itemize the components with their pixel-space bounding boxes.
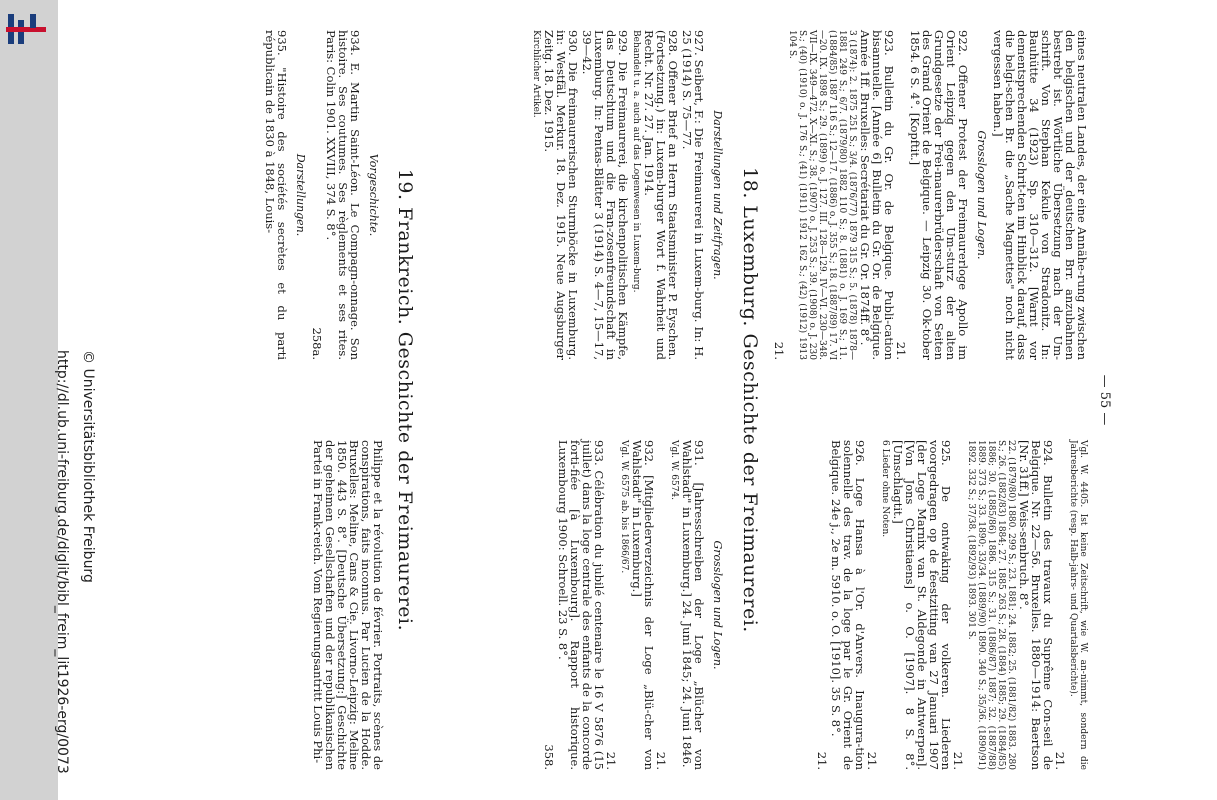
entry-924: 924. Bulletin des travaux du Suprême Con-seil de Belgique. Nr. 22—56. Bruxelles. 1880—1914: Baertson [Nr. 31ff.] Weis-senbruch. 8°. xyxy=(1017,440,1055,770)
section-heading-frankreich: 19. Frankreich. Geschichte der Freimaurerei. xyxy=(394,168,416,632)
entry-923-detail: 3 (1874): 2. 1875 251 S.; 3/4. (1876/77) 1879 315 S.; 5. (1878) 1878—1881 249 S.; 6/7. (1879/80) 1882 110 S.; 8. (1881) o. J. 169 S.; 11. (1884/85) 1887 116 S.; 12—17. (1886) o. J. 355 S.; 18. (1887/89) 17. VI—20. IX. 1898 S.; 29. (1899) o. J. 127. III. 128—129. IV—VI. 230—348. VII—IX. 349—472. X—XI. S.; 38. (1907) o. J. 253 S.; 39. (1908) o. J. 230 S.; (40) (1910) o. J. 176 S.; (41) (1911) 1912 162 S.; (42) (1912) 1913 104 S. xyxy=(787,30,857,360)
entry-number: 21. xyxy=(815,751,829,770)
entry-930-detail: Kirchlicher Artikel. xyxy=(531,30,541,118)
entry-932: 932. [Mitgliederverzeichnis der Loge „Blü-cher von Wahlstadt" in Luxemburg.] xyxy=(630,440,656,770)
entry-932-detail: Vgl. W. 6575 ab. bis 1866/67. xyxy=(619,440,629,574)
document-viewport[interactable] xyxy=(58,0,1217,800)
entry-931: 931. [Jahresschreiben der Loge „Blücher von Wahlstadt" in Luxemburg.] 24. Juni 1845; 24. Juni 1846. xyxy=(680,440,706,770)
copyright-notice: © Universitätsbibliothek Freiburg xyxy=(80,350,96,583)
entry-number: 21. xyxy=(772,341,786,360)
right-column xyxy=(816,440,1088,770)
section-subheading: Darstellungen. xyxy=(294,153,307,237)
luxemburg-left-column xyxy=(529,30,728,360)
entry-930: 930. Die freimaurerischen Sturmböcke in Luxemburg. in: Westfäl. Merkur. 18. Dez. 1915. Neue Augsburger Zeitg. 18. Dez. 1915. xyxy=(542,30,580,360)
entry-923: 923. Bulletin du Gr. Or. de Belgique. Publi-cation bisannuelle. [Année 6] Bulletin du Gr. Or. de Belgique. Année 1ff. Bruxelles: Secrétariat du Gr. Or. 1874ff. 8°. xyxy=(858,30,896,360)
luxemburg-right-column xyxy=(543,440,728,770)
entry-text: eines neutralen Landes, der eine Annähe-rung zwischen den belgischen und der deutschen Brr. anzubahnen bestrebt ist. Wörtliche Übersetzung nach der Um-schrift. Von Stephan Kekule von Stradonitz. In: Bauhütte 34 (1923) Sp. 310—312. [Warnt vor dementsprechenden Schrit-ten im Hinblick darauf, dass die belgi-schen Br. die „Sache Magnettes" noch nicht vergessen haben.] xyxy=(991,30,1089,360)
entry-number: 21. xyxy=(604,751,618,770)
entry-935: 935. "Histoire des sociétés secrètes et du parti républicain de 1830 à 1848, Louis- xyxy=(263,30,289,360)
entry-number: 21. xyxy=(1053,751,1067,770)
section-subheading: Darstellungen und Zeitfragen. xyxy=(711,110,724,280)
entry-935-continued: Philippe et la révolution de février. Portraits, scènes de conspirations, faits inconnus. Par Lucien de la Hodde. Bruxelles: Meline, Cans & Cie. Livorno-Leipzig: Meline 1850. 443 S. 8°. [Deutsche Übersetzung:] Geschichte der geheimen Gesellschaften und der republikanischen Partei in Frank-reich. Vom Regierungsantritt Louis Phi- xyxy=(311,440,385,770)
entry-934: 934. E. Martin Saint-Léon. Le Compagn-onnage. Son histoire. Ses coutumes. Ses règlements et ses rites. Paris: Colin 1901. XXVIII, 374 S. 8°. xyxy=(324,30,362,360)
frankreich-left-column xyxy=(262,30,384,360)
entry-note: Vgl. W. 4405. Ist keine Zeitschrift, wie W. an-nimmt, sondern die Jahresberichte (resp. Halb-jahrs- und Quartalsberichte). xyxy=(1068,440,1088,770)
entry-number: 21. xyxy=(865,751,879,770)
sidebar-vertical-text xyxy=(0,0,96,800)
entry-922: 922. Offener Protest der Freimaurerloge Apollo im Orient Leipzig gegen den Um-sturz der alten Grundgesetze der Frei-maurerbrüderschaft von Seiten des Grand Orient de Belgique. — Leipzig 30. Ok-tober 1854. 6 S. 4°. [Kopftit.] xyxy=(908,30,970,360)
document-url[interactable]: http://dl.ub.uni-freiburg.de/diglit/bibl_freim_lit1926-erg/0073 xyxy=(54,350,70,774)
section-subheading: Grosslogen und Logen. xyxy=(975,130,988,260)
entry-925-detail: 6 Lieder ohne Noten. xyxy=(880,440,890,538)
section-subheading: Vorgeschichte. xyxy=(367,153,380,237)
page-number: — 55 — xyxy=(1097,374,1112,426)
entry-number: 21. xyxy=(951,751,965,770)
entry-927: 927. Seibert, F.: Die Freimaurerei in Luxem-burg. In: H. 25 (1914) S. 75—77. xyxy=(680,30,706,360)
entry-931-detail: Vgl. W. 6574. xyxy=(669,440,679,501)
entry-929: 929. Die Freimaurerei, die kirchenpolitischen Kämpfe, das Deutschtum und die Fran-zosenfreundschaft in Luxemburg. In: Pentas-Blätter 3 (1914) S. 4—7, 15—17, 39—42. xyxy=(580,30,630,360)
section-heading-luxemburg: 18. Luxemburg. Geschichte der Freimaurerei. xyxy=(739,167,761,633)
entry-928-detail: Behandelt u. a. auch auf das Logenwesen in Luxem-burg. xyxy=(631,30,641,293)
frankreich-right-column xyxy=(310,440,384,770)
entry-number: 358. xyxy=(542,744,556,770)
section-subheading: Grosslogen und Logen. xyxy=(711,540,724,670)
document-page xyxy=(116,0,1216,800)
entry-928: 928. Offener Brief an Herrn Staatsminister P. Eyschen. (Fortsetzung.) in: Luxem-burger Wort f. Wahrheit und Recht. Nr. 27. 27. Jan. 1914. xyxy=(642,30,680,360)
entry-924-detail: 22. (1879/80) 1880. 299 S.; 23. 1881; 24. 1882; 25. (1881/82) 1883. 280 S.; 26. (1882/83) 1884; 27. 1885 263 S.; 28. (1884) 1885; 29. (1884/85) 1886; 30. (1885/86) 1886. 315 S.; 31. (1886/87) 1887; 32. (1887/88) 1889. 373 S.; 33. 1890; 33/34. (1889/90) 1890. 340 S.; 35/36. (1890/91) 1892. 332 S.; 37/38. (1892/93) 1893. 301 S. xyxy=(966,440,1016,770)
entry-number: 258a. xyxy=(310,327,324,360)
entry-926: 926. Loge Hansa à l'Or. d'Anvers. Inaugura-tion solennelle des trav. de la loge par le Gr. Orient de Belgique. 24e j., 2e m. 5910. o. O. [1910]. 35 S. 8°. xyxy=(829,440,867,770)
entry-number: 21. xyxy=(654,751,668,770)
entry-number: 21. xyxy=(894,341,908,360)
entry-925: 925. De ontwaking der volkeren. Liederen voorgedragen op de feestzitting van 27 Januari 1907 [der Loge Marnix van St. Aldegonde in Antwerpen]. [Von Jons Christiaens] o. O. [1907]. 8 S. 8°. [Umschlagtit.] xyxy=(891,440,953,770)
entry-933: 933. Célébration du jubilé centenaire le 16 V 5876 (15 juillet) dans la loge centrale des enfants de la concorde forti-fiée [à Luxembourg]. Rapport historique. Luxembourg 1900: Schroell. 23 S. 8°. xyxy=(556,440,606,770)
left-column xyxy=(773,30,1088,360)
